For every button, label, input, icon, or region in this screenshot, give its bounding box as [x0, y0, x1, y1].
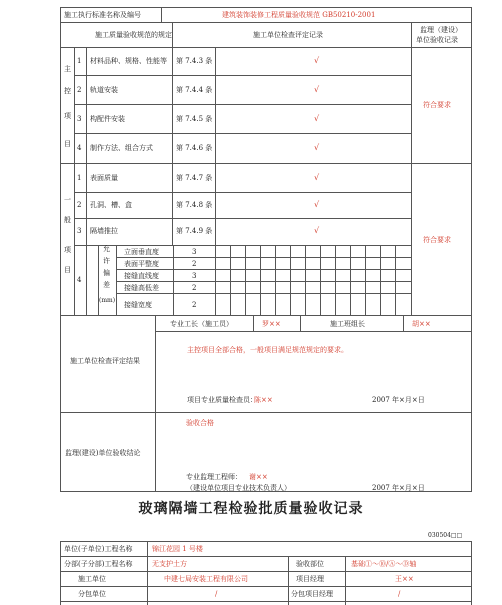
main-item-check: √ [314, 85, 320, 94]
standard-value: 建筑装饰装修工程质量验收规范 GB50210-2001 [222, 11, 376, 19]
spec-column-header: 施工质量验收规范的规定 [95, 31, 172, 39]
col-line [74, 47, 75, 315]
main-item-clause: 第 7.4.3 条 [176, 57, 213, 65]
col-line [345, 556, 346, 605]
form-border-top [60, 7, 472, 8]
tolerance-value: 3 [192, 272, 197, 280]
project-manager-label: 项目经理 [296, 575, 324, 583]
acceptance-part-value: 基础①～⑩/Ⓐ～Ⓓ轴 [351, 560, 417, 568]
record-column-header: 施工单位检查评定记录 [253, 31, 323, 39]
col-line [155, 315, 156, 492]
main-group-label-3: 项 [64, 112, 71, 120]
row-line [60, 571, 472, 572]
main-item-check: √ [314, 114, 320, 123]
col-line [275, 245, 276, 315]
main-item-clause: 第 7.4.5 条 [176, 115, 213, 123]
form-border-left [60, 7, 61, 492]
supervision-eval-date: 2007 年×月×日 [372, 484, 425, 492]
row-line [74, 133, 411, 134]
tolerance-value: 2 [192, 260, 197, 268]
supervision-eval-label: 监理(建设)单位验收结论 [65, 449, 141, 457]
col-line [350, 245, 351, 315]
col-line [365, 245, 366, 315]
row-line [60, 412, 472, 413]
col-line [320, 245, 321, 315]
second-form-border-right [471, 541, 472, 605]
row-line [116, 281, 411, 282]
general-item-name: 孔洞、槽、盒 [90, 201, 132, 209]
col-line [290, 245, 291, 315]
col-line [173, 245, 174, 315]
inspector-value: 陈×× [254, 396, 273, 404]
general-item-no: 1 [77, 174, 82, 182]
general-item-name: 隔墙推拉 [90, 227, 118, 235]
col-line [215, 47, 216, 246]
tolerance-no: 4 [77, 276, 82, 284]
main-item-name: 制作方法、组合方式 [90, 144, 153, 152]
row-line [74, 104, 411, 105]
main-item-no: 3 [77, 115, 82, 123]
tolerance-label-4: 差 [103, 281, 110, 289]
row-line [155, 331, 472, 332]
main-item-name: 构配件安装 [90, 115, 125, 123]
main-group-label-4: 目 [64, 140, 71, 148]
col-line [288, 556, 289, 605]
engineer-value: 谢×× [249, 473, 268, 481]
second-form-title: 玻璃隔墙工程检验批质量验收记录 [138, 501, 364, 517]
tolerance-value: 3 [192, 248, 197, 256]
general-item-name: 表面质量 [90, 174, 118, 182]
col-line [253, 315, 254, 332]
tolerance-value: 2 [192, 301, 197, 309]
sub-manager-value: / [398, 590, 401, 598]
row-line [74, 75, 411, 76]
general-group-label-1: 一 [64, 196, 71, 204]
tolerance-name: 接缝直线度 [124, 272, 159, 280]
col-line [161, 7, 162, 23]
second-form-border-top [60, 541, 472, 542]
standard-label: 施工执行标准名称及编号 [64, 11, 141, 19]
main-item-name: 轨道安装 [90, 86, 118, 94]
tolerance-label-2: 许 [103, 257, 110, 265]
general-item-clause: 第 7.4.9 条 [176, 227, 213, 235]
tolerance-name: 接缝宽度 [124, 301, 152, 309]
general-item-check: √ [314, 173, 320, 182]
general-item-no: 3 [77, 227, 82, 235]
second-form-border-left [60, 541, 61, 605]
sub-manager-label: 分包项目经理 [291, 590, 333, 598]
row-line [74, 218, 411, 219]
col-line [380, 245, 381, 315]
row-line [60, 601, 472, 602]
col-line [395, 245, 396, 315]
foreman-value: 罗×× [262, 320, 281, 328]
col-line [260, 245, 261, 315]
main-group-result: 符合要求 [423, 101, 451, 109]
form-border-right [471, 7, 472, 492]
tolerance-name: 接缝高低差 [124, 284, 159, 292]
general-item-clause: 第 7.4.7 条 [176, 174, 213, 182]
col-line [403, 315, 404, 332]
row-line [116, 293, 411, 294]
col-line [172, 22, 173, 246]
general-item-check: √ [314, 200, 320, 209]
general-item-check: √ [314, 226, 320, 235]
row-line [116, 257, 411, 258]
col-line [116, 245, 117, 315]
tolerance-value: 2 [192, 284, 197, 292]
construction-eval-date: 2007 年×月×日 [372, 396, 425, 404]
sub-project-label: 分部(子分部)工程名称 [64, 560, 133, 568]
sub-project-value: 无支护土方 [152, 560, 187, 568]
tolerance-label-1: 允 [103, 245, 110, 253]
contractor-value: 中建七局安装工程有限公司 [164, 575, 248, 583]
subcontractor-value: / [215, 590, 218, 598]
row-line [74, 245, 411, 246]
row-line [74, 192, 411, 193]
main-item-check: √ [314, 56, 320, 65]
contractor-label: 施工单位 [78, 575, 106, 583]
col-line [230, 245, 231, 315]
supervision-eval-text: 验收合格 [186, 419, 214, 427]
inspector-label: 项目专业质量检查员： [187, 396, 257, 404]
engineer-label: 专业监理工程师： [186, 473, 242, 481]
main-group-label-2: 控 [64, 87, 71, 95]
general-group-result: 符合要求 [423, 236, 451, 244]
main-item-no: 4 [77, 144, 82, 152]
main-item-clause: 第 7.4.4 条 [176, 86, 213, 94]
engineer-note: （建设单位项目专业技术负责人） [186, 484, 291, 492]
supervisor-column-header-2: 单位验收记录 [416, 36, 458, 44]
general-item-clause: 第 7.4.8 条 [176, 201, 213, 209]
row-line [60, 586, 472, 587]
col-line [147, 541, 148, 605]
general-item-no: 2 [77, 201, 82, 209]
col-line [335, 245, 336, 315]
foreman-label: 专业工长（施工员） [170, 320, 233, 328]
second-form-code: 030504□□ [428, 532, 463, 539]
unit-project-value: 锦江花园 1 号楼 [152, 545, 203, 553]
col-line [305, 245, 306, 315]
col-line [215, 245, 216, 315]
subcontractor-label: 分包单位 [78, 590, 106, 598]
acceptance-part-label: 验收部位 [296, 560, 324, 568]
general-group-label-4: 目 [64, 266, 71, 274]
unit-project-label: 单位(子单位)工程名称 [64, 545, 133, 553]
row-line [60, 315, 472, 316]
row-line [116, 269, 411, 270]
supervisor-column-header-1: 监理（建设） [420, 26, 462, 34]
col-line [245, 245, 246, 315]
row-line [60, 556, 472, 557]
main-item-name: 材料品种、规格、性能等 [90, 57, 167, 65]
main-item-no: 1 [77, 57, 82, 65]
general-group-label-3: 项 [64, 246, 71, 254]
tolerance-name: 表面平整度 [124, 260, 159, 268]
main-item-check: √ [314, 143, 320, 152]
tolerance-label-3: 偏 [103, 269, 110, 277]
main-item-no: 2 [77, 86, 82, 94]
tolerance-name: 立面垂直度 [124, 248, 159, 256]
col-line [300, 315, 301, 332]
project-manager-value: 王×× [395, 575, 414, 583]
tolerance-unit: (mm) [99, 297, 116, 304]
team-leader-label: 施工班组长 [330, 320, 365, 328]
construction-eval-text: 主控项目全部合格，一般项目满足规范规定的要求。 [187, 346, 348, 354]
construction-eval-label: 施工单位检查评定结果 [70, 357, 140, 365]
col-line [411, 22, 412, 315]
col-line [86, 47, 87, 315]
team-leader-value: 胡×× [412, 320, 431, 328]
general-group-label-2: 般 [64, 216, 71, 224]
main-group-label-1: 主 [64, 65, 71, 73]
main-item-clause: 第 7.4.6 条 [176, 144, 213, 152]
